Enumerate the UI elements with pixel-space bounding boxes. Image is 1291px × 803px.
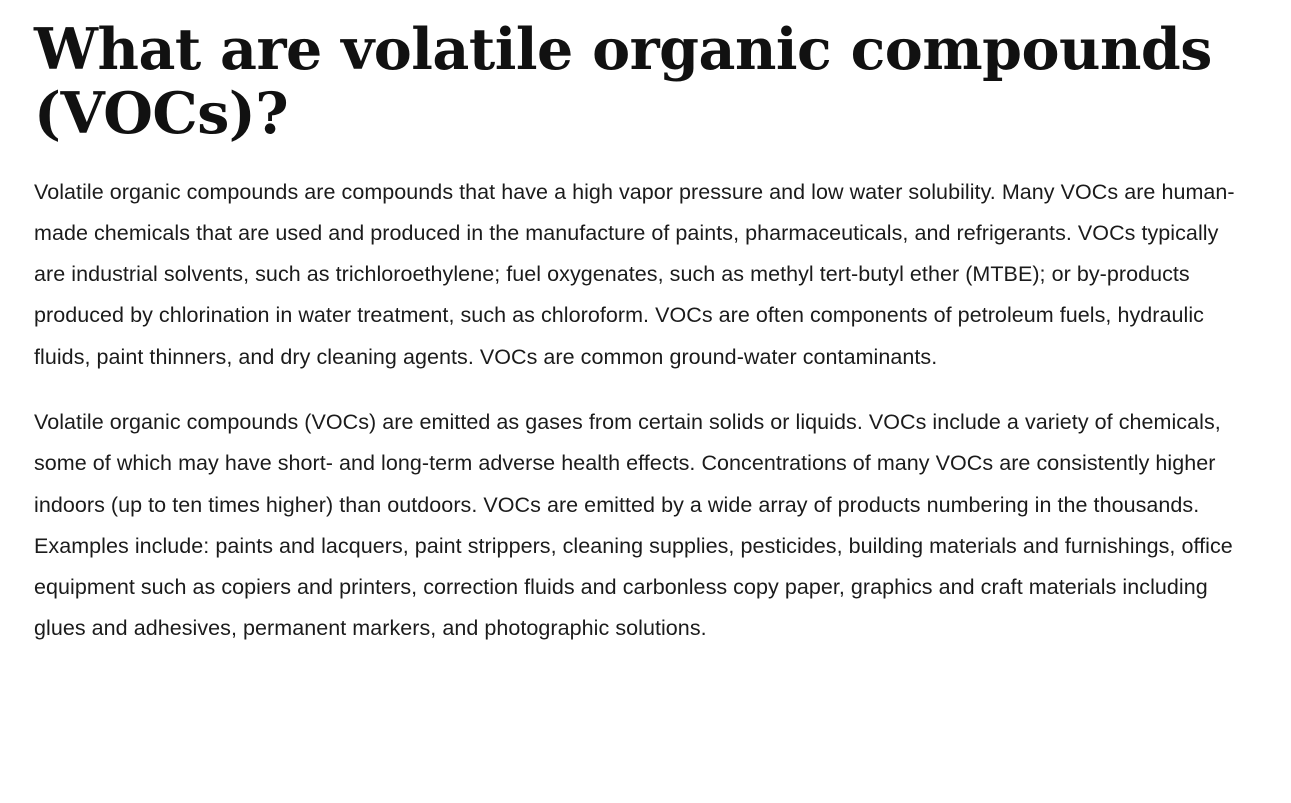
paragraph: Volatile organic compounds (VOCs) are emitted as gases from certain solids or liquids. VOCs include a variety of chemicals, some of which may have short- and long-term adverse health effects. Concentrations of many VOCs are consistently higher indoors (up to ten times higher) than outdoors. VOCs are emitted by a wide array of products numbering in the thousands. Examples include: paints and lacquers, paint strippers, cleaning supplies, pesticides, building materials and furnishings, office equipment such as copiers and printers, correction fluids and carbonless copy paper, graphics and craft materials including glues and adhesives, permanent markers, and photographic solutions.: [34, 409, 1233, 641]
paragraph: Volatile organic compounds are compounds that have a high vapor pressure and low water solubility. Many VOCs are human-made chemicals that are used and produced in the manufacture of paints, pharmaceuticals, and refrigerants. VOCs typically are industrial solvents, such as trichloroethylene; fuel oxygenates, such as methyl tert-butyl ether (MTBE); or by-products produced by chlorination in water treatment, such as chloroform. VOCs are often components of petroleum fuels, hydraulic fluids, paint thinners, and dry cleaning agents. VOCs are common ground-water contaminants.: [34, 179, 1235, 369]
article-body: [34, 172, 1247, 650]
page-title: What are volatile organic compounds (VOCs)?: [34, 16, 1212, 147]
